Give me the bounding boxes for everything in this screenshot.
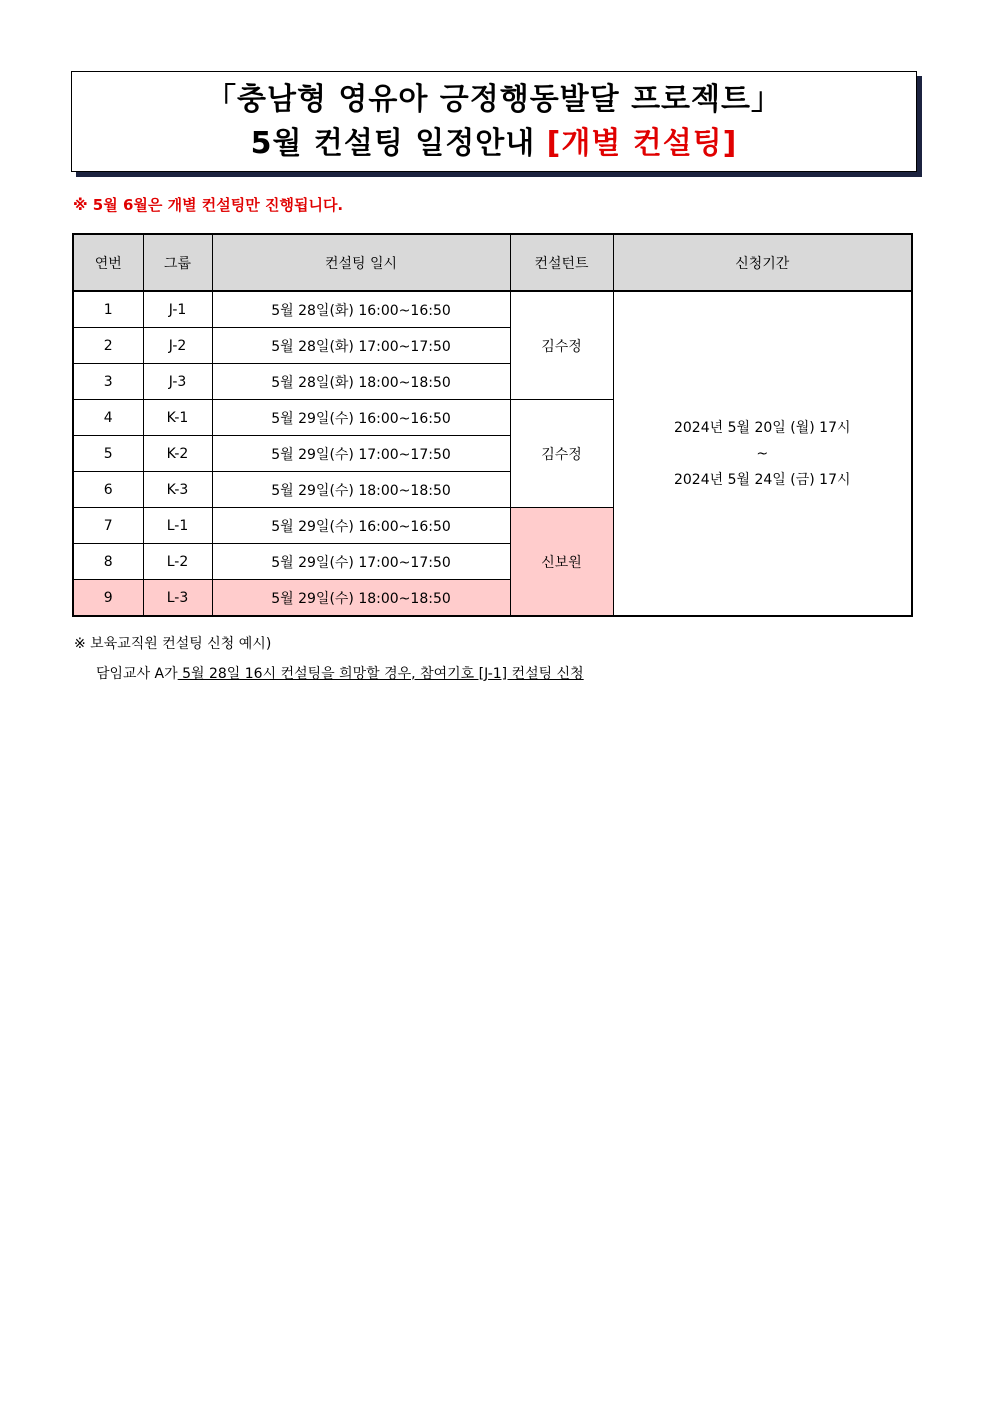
- cell-datetime: 5월 28일(화) 18:00~18:50: [212, 364, 510, 400]
- cell-no: 2: [73, 328, 143, 364]
- cell-no: 8: [73, 544, 143, 580]
- period-sep: ~: [756, 445, 769, 462]
- title-line-1: 「충남형 영유아 긍정행동발달 프로젝트」: [205, 81, 782, 117]
- table-row: [73, 291, 912, 328]
- cell-no: 3: [73, 364, 143, 400]
- header-period: 신청기간: [613, 234, 912, 291]
- cell-no: 1: [73, 291, 143, 328]
- footnote-title: ※ 보육교직원 컨설팅 신청 예시): [74, 636, 272, 652]
- title-main: 5월 컨설팅 일정안내: [250, 125, 547, 161]
- cell-group: J-3: [143, 364, 212, 400]
- cell-consultant: 김수정: [510, 291, 613, 400]
- cell-no: 7: [73, 508, 143, 544]
- cell-no: 6: [73, 472, 143, 508]
- cell-group: L-3: [143, 580, 212, 617]
- header-group: 그룹: [143, 234, 212, 291]
- cell-no: 5: [73, 436, 143, 472]
- cell-group: J-1: [143, 291, 212, 328]
- title-line-2: [251, 122, 738, 166]
- cell-period: [613, 291, 912, 616]
- cell-group: K-2: [143, 436, 212, 472]
- header-consultant: 컨설턴트: [510, 234, 613, 291]
- footnote-underlined: 5월 28일 16시 컨설팅을 희망할 경우, 참여기호 [J-1] 컨설팅 신청: [177, 666, 584, 682]
- cell-no: 9: [73, 580, 143, 617]
- cell-group: K-1: [143, 400, 212, 436]
- footnote-prefix: 담임교사 A가: [96, 666, 178, 682]
- notice-text: ※ 5월 6월은 개별 컨설팅만 진행됩니다.: [73, 196, 344, 214]
- period-end: 2024년 5월 24일 (금) 17시: [673, 471, 851, 488]
- cell-datetime: 5월 29일(수) 18:00~18:50: [212, 580, 510, 617]
- cell-datetime: 5월 29일(수) 16:00~16:50: [212, 508, 510, 544]
- period-start: 2024년 5월 20일 (월) 17시: [673, 419, 851, 436]
- footnote-example: [96, 663, 584, 683]
- cell-consultant: 김수정: [510, 400, 613, 508]
- cell-no: 4: [73, 400, 143, 436]
- cell-datetime: 5월 28일(화) 16:00~16:50: [212, 291, 510, 328]
- cell-datetime: 5월 29일(수) 16:00~16:50: [212, 400, 510, 436]
- cell-datetime: 5월 29일(수) 17:00~17:50: [212, 436, 510, 472]
- cell-datetime: 5월 28일(화) 17:00~17:50: [212, 328, 510, 364]
- header-no: 연번: [73, 234, 143, 291]
- title-box: [71, 71, 917, 172]
- cell-group: J-2: [143, 328, 212, 364]
- title-highlight: [개별 컨설팅]: [546, 125, 738, 161]
- cell-datetime: 5월 29일(수) 18:00~18:50: [212, 472, 510, 508]
- cell-datetime: 5월 29일(수) 17:00~17:50: [212, 544, 510, 580]
- cell-group: K-3: [143, 472, 212, 508]
- cell-consultant: 신보원: [510, 508, 613, 617]
- cell-group: L-2: [143, 544, 212, 580]
- cell-group: L-1: [143, 508, 212, 544]
- header-datetime: 컨설팅 일시: [212, 234, 510, 291]
- schedule-table: [72, 233, 913, 617]
- table-header-row: [73, 234, 912, 291]
